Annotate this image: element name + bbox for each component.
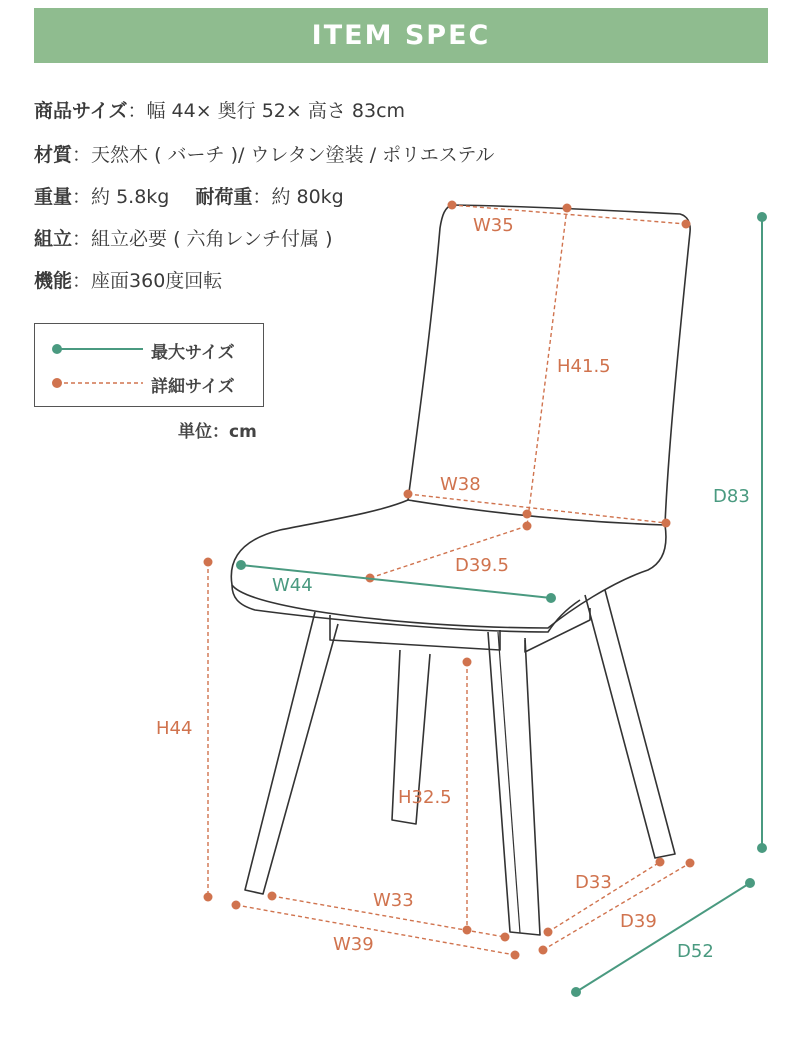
spec-function-label: 機能: [34, 270, 73, 292]
dim-line-d39: [543, 863, 690, 950]
spec-function: 機能：座面360度回転: [34, 270, 223, 292]
spec-size-value: 幅 44× 奥行 52× 高さ 83cm: [146, 100, 406, 122]
seat-apron-side: [525, 608, 590, 652]
spec-weight-label: 重量: [34, 186, 73, 208]
spec-function-value: 座面360度回転: [91, 270, 223, 292]
leg-front-right: [488, 632, 540, 935]
spec-assembly: 組立：組立必要 ( 六角レンチ付属 ): [34, 228, 333, 250]
leg-back-right: [585, 590, 675, 858]
dim-line-d52: [576, 883, 750, 992]
label-w35: W35: [473, 215, 514, 236]
dim-line-w39: [236, 905, 515, 955]
spec-assembly-label: 組立: [34, 228, 73, 250]
spec-material-value: 天然木 ( バーチ )/ ウレタン塗装 / ポリエステル: [91, 144, 495, 166]
spec-material: 材質：天然木 ( バーチ )/ ウレタン塗装 / ポリエステル: [34, 144, 495, 166]
spec-material-label: 材質: [34, 144, 73, 166]
legend-detail-label: 詳細サイズ: [151, 377, 235, 397]
label-d33: D33: [575, 872, 612, 893]
label-h415: H41.5: [557, 356, 611, 377]
seat-top: [231, 500, 666, 628]
leg-front-left: [245, 612, 338, 894]
max-dimension-lines: [241, 217, 762, 992]
label-d52: D52: [677, 941, 714, 962]
label-w38: W38: [440, 474, 481, 495]
spec-size-label: 商品サイズ: [34, 100, 128, 122]
spec-assembly-value: 組立必要 ( 六角レンチ付属 ): [91, 228, 333, 250]
label-h325: H32.5: [398, 787, 452, 808]
label-w44: W44: [272, 575, 313, 596]
label-w39: W39: [333, 934, 374, 955]
spec-load-label: 耐荷重: [195, 186, 253, 208]
spec-weight: 重量：約 5.8kg 耐荷重：約 80kg: [34, 186, 344, 208]
legend-max-label: 最大サイズ: [151, 343, 235, 363]
spec-size: 商品サイズ：幅 44× 奥行 52× 高さ 83cm: [34, 100, 406, 122]
unit-label: 単位：cm: [178, 422, 257, 442]
seat-apron: [330, 615, 500, 650]
label-d39: D39: [620, 911, 657, 932]
header-title: ITEM SPEC: [311, 20, 491, 51]
label-w33: W33: [373, 890, 414, 911]
label-d83: D83: [713, 486, 750, 507]
spec-load-value: 約 80kg: [271, 186, 344, 208]
spec-weight-value: 約 5.8kg: [91, 186, 170, 208]
label-h44: H44: [156, 718, 193, 739]
max-dimension-dots: [236, 212, 767, 997]
dim-line-w38: [408, 494, 666, 523]
label-d395: D39.5: [455, 555, 509, 576]
